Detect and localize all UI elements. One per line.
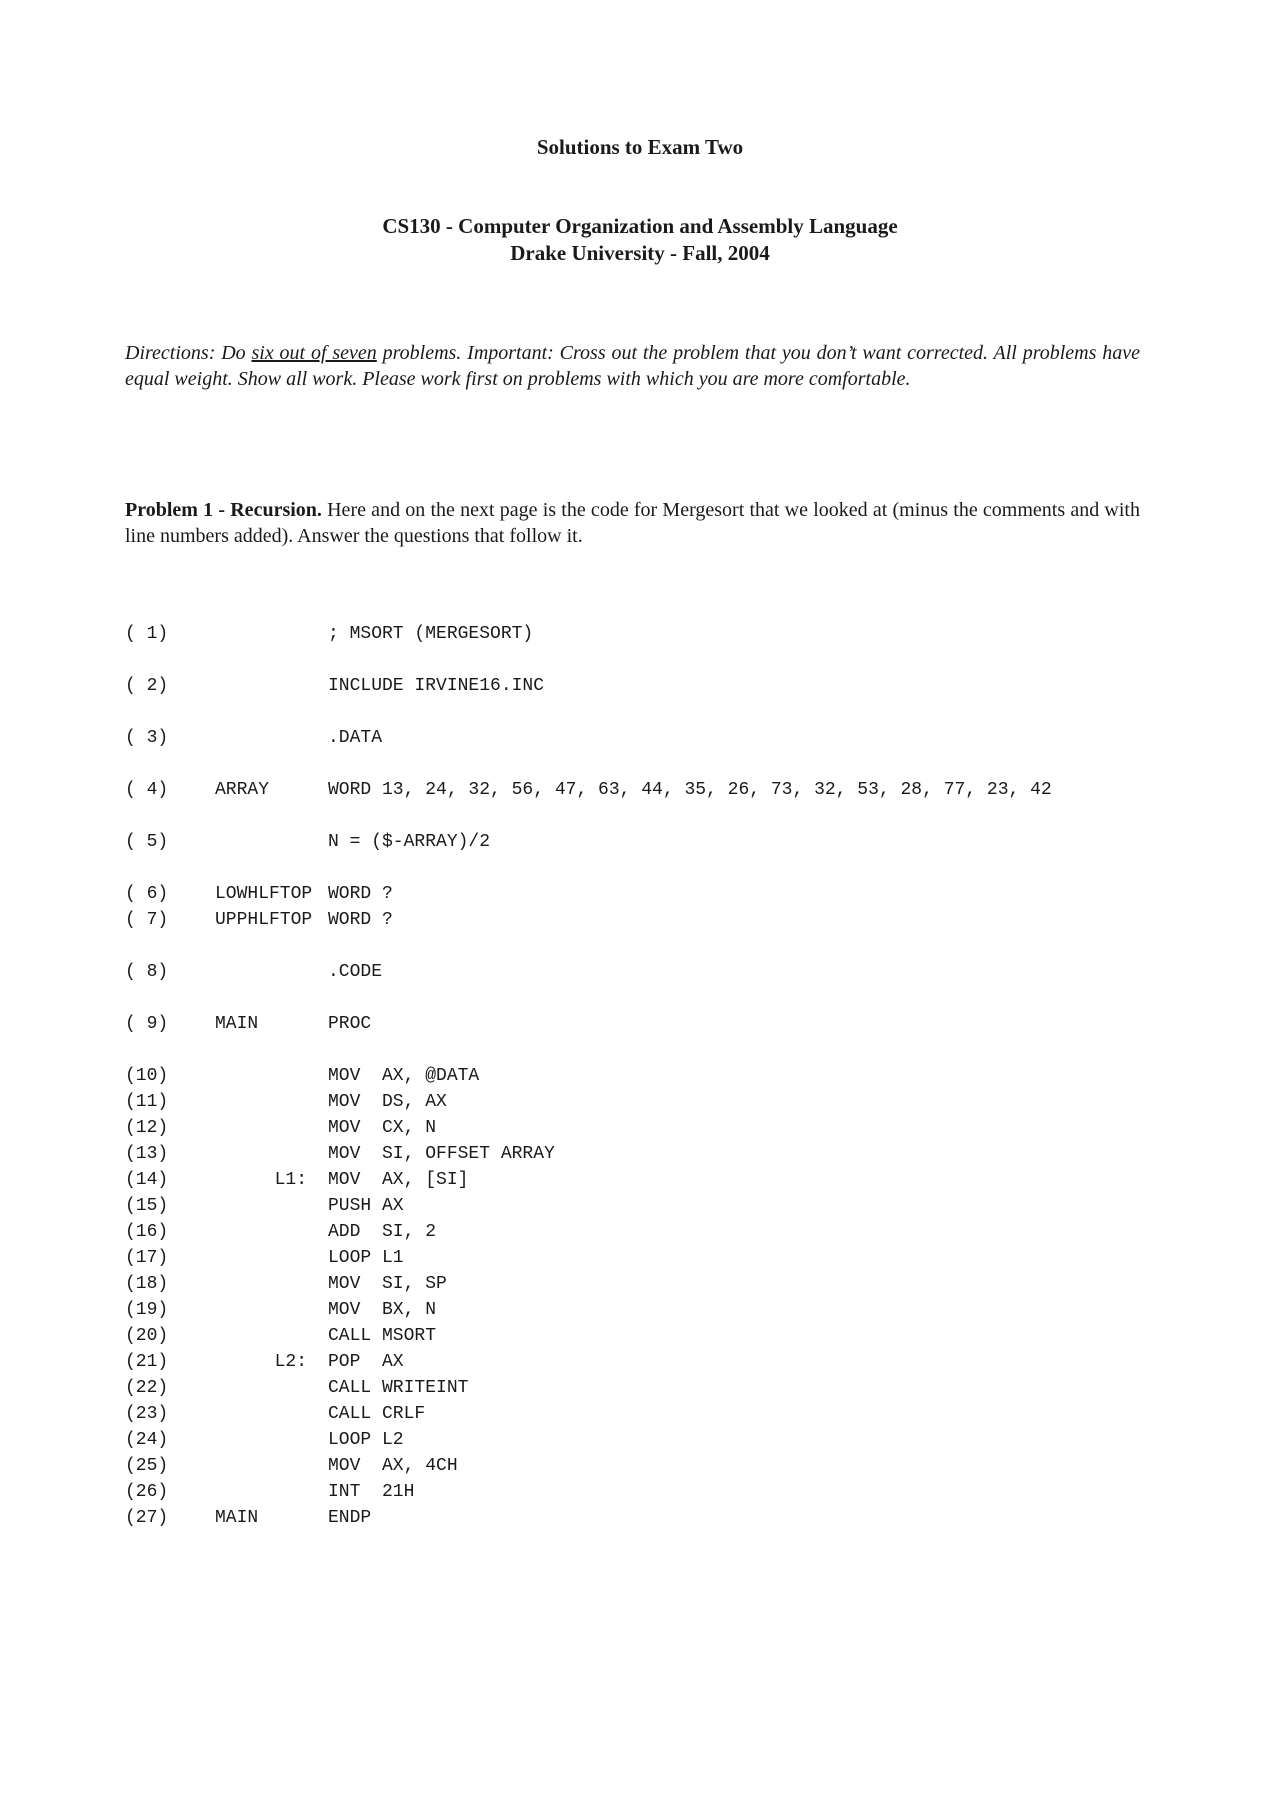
code-line-instruction: MOV AX, @DATA — [328, 1066, 480, 1086]
code-line-label: LOWHLFTOP — [215, 884, 313, 904]
code-line-number: (25) — [125, 1456, 169, 1476]
code-line-instruction: INT 21H — [328, 1482, 415, 1502]
directions-rest: problems. Important: Cross out the problem that you don’t want corrected. All problems have equal weight. Show all work. Please work first on problems with which you are more comfortable. — [125, 342, 1140, 390]
code-line-number: (14) — [125, 1170, 169, 1190]
code-line-instruction: MOV SI, OFFSET ARRAY — [328, 1144, 555, 1164]
code-line-instruction: INCLUDE IRVINE16.INC — [328, 676, 545, 696]
code-line-instruction: WORD ? — [328, 884, 393, 904]
code-line-label: ARRAY — [215, 780, 270, 800]
code-line-number: (23) — [125, 1404, 169, 1424]
problem-1-text: Here and on the next page is the code for Mergesort that we looked at (minus the comments and with line numbers added). Answer the questions that follow it. — [125, 499, 1140, 547]
code-line-number: (18) — [125, 1274, 169, 1294]
code-line-number: (20) — [125, 1326, 169, 1346]
code-line-instruction: CALL CRLF — [328, 1404, 426, 1424]
code-line-instruction: CALL WRITEINT — [328, 1378, 469, 1398]
code-line-instruction: MOV CX, N — [328, 1118, 437, 1138]
code-line-instruction: WORD ? — [328, 910, 393, 930]
code-line-number: (10) — [125, 1066, 169, 1086]
code-line-number: (26) — [125, 1482, 169, 1502]
code-line-number: (12) — [125, 1118, 169, 1138]
code-line-instruction: POP AX — [328, 1352, 404, 1372]
code-line-instruction: MOV SI, SP — [328, 1274, 447, 1294]
code-line-number: ( 6) — [125, 884, 169, 904]
code-line-instruction: WORD 13, 24, 32, 56, 47, 63, 44, 35, 26, 73, 32, 53, 28, 77, 23, 42 — [328, 780, 1052, 800]
code-line-instruction: ADD SI, 2 — [328, 1222, 437, 1242]
code-line-number: (27) — [125, 1508, 169, 1528]
code-line-label: MAIN — [215, 1014, 259, 1034]
course-name: CS130 - Computer Organization and Assembly Language — [382, 214, 898, 238]
school-term: Drake University - Fall, 2004 — [510, 241, 770, 265]
code-line-instruction: CALL MSORT — [328, 1326, 437, 1346]
code-line-label: L2: — [274, 1352, 307, 1372]
code-line-number: (21) — [125, 1352, 169, 1372]
code-line-instruction: MOV AX, [SI] — [328, 1170, 469, 1190]
code-line-instruction: MOV AX, 4CH — [328, 1456, 458, 1476]
code-line-number: ( 4) — [125, 780, 169, 800]
code-line-number: (17) — [125, 1248, 169, 1268]
code-line-instruction: LOOP L2 — [328, 1430, 404, 1450]
code-line-number: ( 9) — [125, 1014, 169, 1034]
code-line-instruction: ENDP — [328, 1508, 372, 1528]
code-line-number: ( 5) — [125, 832, 169, 852]
problem-1-heading: Problem 1 - Recursion. — [125, 499, 322, 521]
code-line-number: (24) — [125, 1430, 169, 1450]
code-line-instruction: .DATA — [328, 728, 383, 748]
code-line-instruction: MOV BX, N — [328, 1300, 437, 1320]
code-line-instruction: N = ($-ARRAY)/2 — [328, 832, 491, 852]
code-line-instruction: LOOP L1 — [328, 1248, 404, 1268]
code-line-number: (16) — [125, 1222, 169, 1242]
page-title: Solutions to Exam Two — [536, 135, 744, 159]
code-line-number: ( 8) — [125, 962, 169, 982]
code-line-instruction: PUSH AX — [328, 1196, 404, 1216]
code-line-number: ( 2) — [125, 676, 169, 696]
code-line-number: (13) — [125, 1144, 169, 1164]
code-line-label: L1: — [274, 1170, 307, 1190]
code-line-number: (22) — [125, 1378, 169, 1398]
code-line-instruction: .CODE — [328, 962, 383, 982]
code-line-number: (19) — [125, 1300, 169, 1320]
code-line-number: ( 7) — [125, 910, 169, 930]
code-line-label: UPPHLFTOP — [215, 910, 313, 930]
code-line-number: ( 1) — [125, 624, 169, 644]
code-line-number: (11) — [125, 1092, 169, 1112]
code-line-instruction: ; MSORT (MERGESORT) — [328, 624, 534, 644]
directions-lead: Directions: Do — [125, 342, 252, 364]
code-line-instruction: MOV DS, AX — [328, 1092, 447, 1112]
code-line-instruction: PROC — [328, 1014, 372, 1034]
code-line-number: ( 3) — [125, 728, 169, 748]
code-line-label: MAIN — [215, 1508, 259, 1528]
code-line-number: (15) — [125, 1196, 169, 1216]
directions-underlined: six out of seven — [251, 342, 377, 364]
